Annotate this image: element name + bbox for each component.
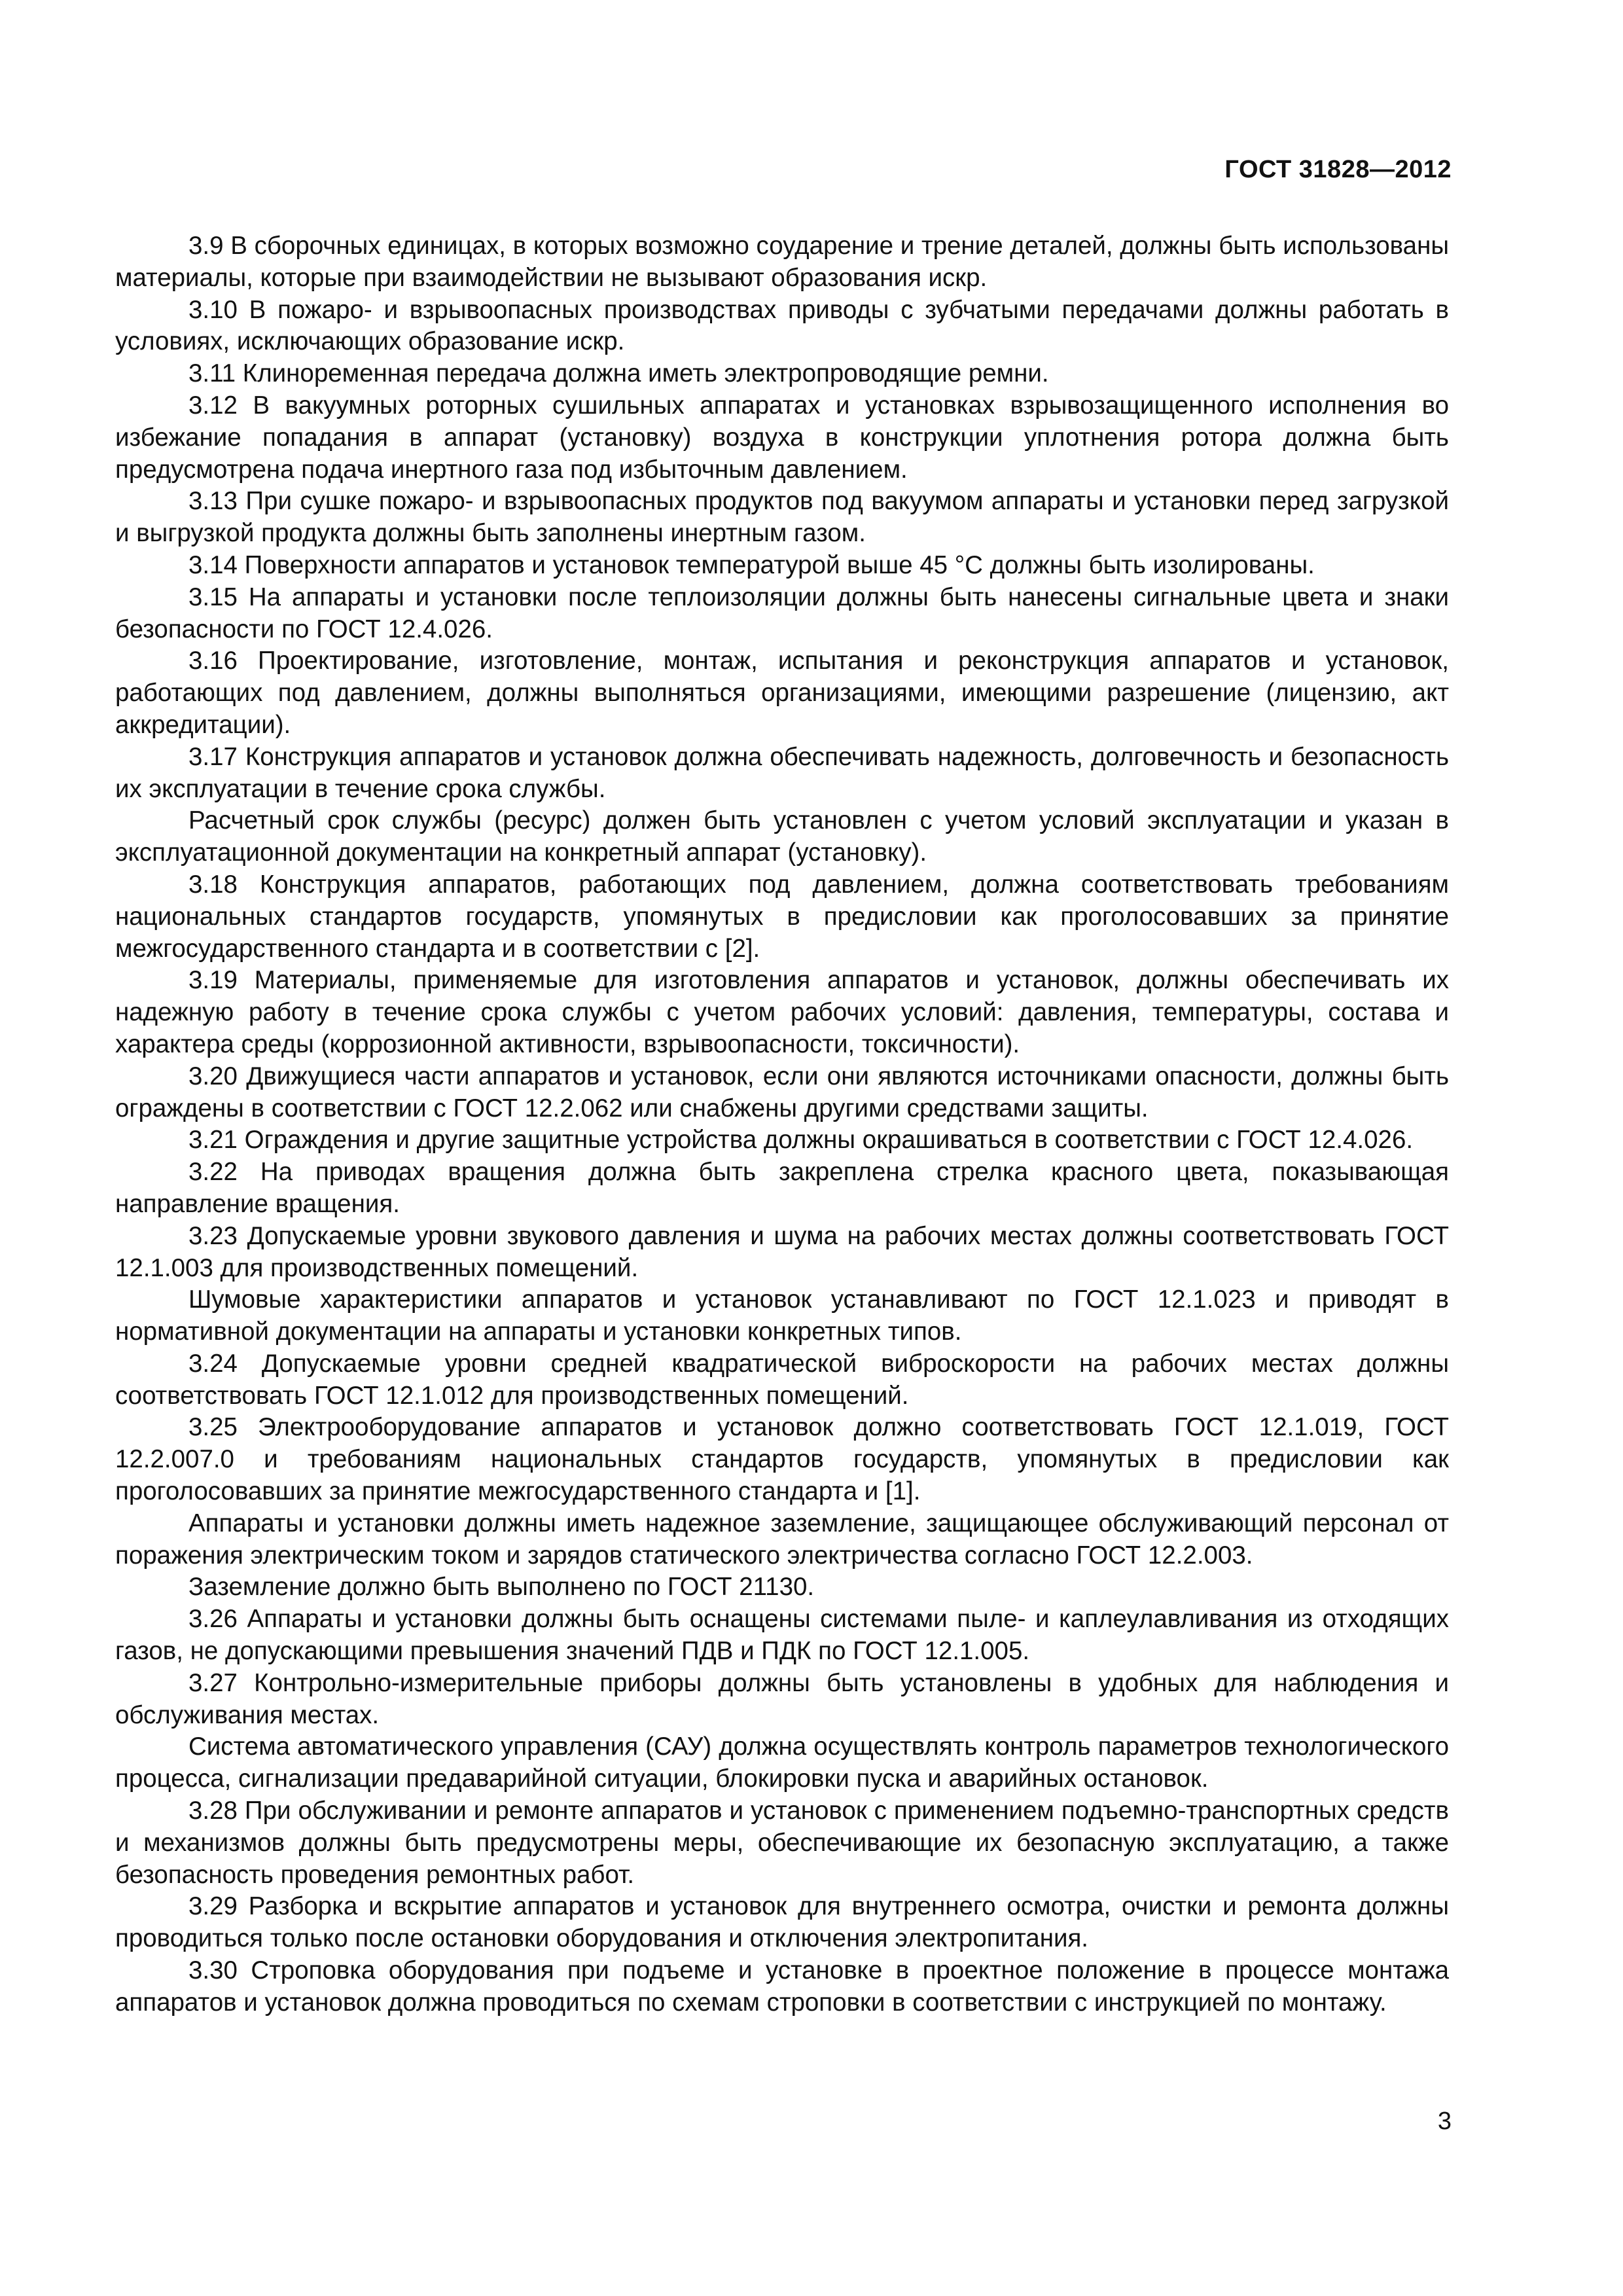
paragraph-3-9: 3.9 В сборочных единицах, в которых возможно соударение и трение деталей, должны быть использованы материалы, которые при взаимодействии не вызывают образования искр. (115, 232, 1449, 292)
paragraph-3-13: 3.13 При сушке пожаро- и взрывоопасных продуктов под вакуумом аппараты и установки перед загрузкой и выгрузкой продукта должны быть заполнены инертным газом. (115, 487, 1449, 548)
paragraph-3-17-service-life: Расчетный срок службы (ресурс) должен быть установлен с учетом условий эксплуатации и указан в эксплуатационной документации на конкретный аппарат (установку). (115, 806, 1449, 867)
paragraph-3-29: 3.29 Разборка и вскрытие аппаратов и установок для внутреннего осмотра, очистки и ремонта должны проводиться только после остановки оборудования и отключения электропитания. (115, 1892, 1449, 1953)
paragraph-3-18: 3.18 Конструкция аппаратов, работающих под давлением, должна соответствовать требованиям национальных стандартов государств, упомянутых в предисловии как проголосовавших за принятие межгосударственного стандарта и в соответствии с [2]. (115, 870, 1449, 963)
paragraph-3-23-noise: Шумовые характеристики аппаратов и установок устанавливают по ГОСТ 12.1.023 и приводят в нормативной документации на аппараты и установки конкретных типов. (115, 1285, 1449, 1346)
paragraph-3-23: 3.23 Допускаемые уровни звукового давления и шума на рабочих местах должны соответствовать ГОСТ 12.1.003 для производственных помещений. (115, 1221, 1449, 1282)
paragraph-3-12: 3.12 В вакуумных роторных сушильных аппаратах и установках взрывозащищенного исполнения во избежание попадания в аппарат (установку) воздуха в конструкции уплотнения ротора должна быть предусмотрена подача инертного газа под избыточным давлением. (115, 391, 1449, 484)
paragraph-3-21: 3.21 Ограждения и другие защитные устройства должны окрашиваться в соответствии с ГОСТ 12.4.026. (188, 1126, 1414, 1155)
paragraph-3-25-grounding-standard: Заземление должно быть выполнено по ГОСТ 21130. (188, 1573, 815, 1602)
paragraph-3-16: 3.16 Проектирование, изготовление, монтаж, испытания и реконструкция аппаратов и установок, работающих под давлением, должны выполняться организациями, имеющими разрешение (лицензию, акт аккредитации). (115, 647, 1449, 739)
paragraph-3-19: 3.19 Материалы, применяемые для изготовления аппаратов и установок, должны обеспечивать их надежную работу в течение срока службы с учетом рабочих условий: давления, температуры, состава и характера среды (коррозионной активности, взрывоопасности, токсичности). (115, 966, 1449, 1058)
paragraph-3-22: 3.22 На приводах вращения должна быть закреплена стрелка красного цвета, показывающая направление вращения. (115, 1158, 1449, 1218)
page-number: 3 (1437, 2108, 1452, 2135)
document-header: ГОСТ 31828—2012 (1224, 156, 1452, 183)
paragraph-3-10: 3.10 В пожаро- и взрывоопасных производствах приводы с зубчатыми передачами должны работать в условиях, исключающих образование искр. (115, 295, 1449, 356)
document-body (115, 230, 1449, 2019)
paragraph-3-27-control-system: Система автоматического управления (САУ) должна осуществлять контроль параметров технологического процесса, сигнализации предаварийной ситуации, блокировки пуска и аварийных остановок. (115, 1732, 1449, 1793)
paragraph-3-11: 3.11 Клиноременная передача должна иметь электропроводящие ремни. (188, 359, 1049, 388)
paragraph-3-24: 3.24 Допускаемые уровни средней квадратической виброскорости на рабочих местах должны соответствовать ГОСТ 12.1.012 для производственных помещений. (115, 1349, 1449, 1410)
paragraph-3-20: 3.20 Движущиеся части аппаратов и установок, если они являются источниками опасности, должны быть ограждены в соответствии с ГОСТ 12.2.062 или снабжены другими средствами защиты. (115, 1062, 1449, 1122)
paragraph-3-30: 3.30 Строповка оборудования при подъеме и установке в проектное положение в процессе монтажа аппаратов и установок должна проводиться по схемам строповки в соответствии с инструкцией по монтажу. (115, 1956, 1449, 2017)
paragraph-3-25-grounding: Аппараты и установки должны иметь надежное заземление, защищающее обслуживающий персонал от поражения электрическим током и зарядов статического электричества согласно ГОСТ 12.2.003. (115, 1509, 1449, 1570)
paragraph-3-25: 3.25 Электрооборудование аппаратов и установок должно соответствовать ГОСТ 12.1.019, ГОСТ 12.2.007.0 и требованиям национальных стандартов государств, упомянутых в предисловии как проголосовавших за принятие межгосударственного стандарта и [1]. (115, 1413, 1449, 1506)
paragraph-3-28: 3.28 При обслуживании и ремонте аппаратов и установок с применением подъемно-транспортных средств и механизмов должны быть предусмотрены меры, обеспечивающие их безопасную эксплуатацию, а также безопасность проведения ремонтных работ. (115, 1797, 1449, 1889)
paragraph-3-14: 3.14 Поверхности аппаратов и установок температурой выше 45 °С должны быть изолированы. (188, 550, 1315, 579)
paragraph-3-27: 3.27 Контрольно-измерительные приборы должны быть установлены в удобных для наблюдения и обслуживания местах. (115, 1668, 1449, 1729)
paragraph-3-26: 3.26 Аппараты и установки должны быть оснащены системами пыле- и каплеулавливания из отходящих газов, не допускающими превышения значений ПДВ и ПДК по ГОСТ 12.1.005. (115, 1605, 1449, 1666)
paragraph-3-15: 3.15 На аппараты и установки после теплоизоляции должны быть нанесены сигнальные цвета и знаки безопасности по ГОСТ 12.4.026. (115, 583, 1449, 643)
paragraph-3-17: 3.17 Конструкция аппаратов и установок должна обеспечивать надежность, долговечность и безопасность их эксплуатации в течение срока службы. (115, 742, 1449, 803)
